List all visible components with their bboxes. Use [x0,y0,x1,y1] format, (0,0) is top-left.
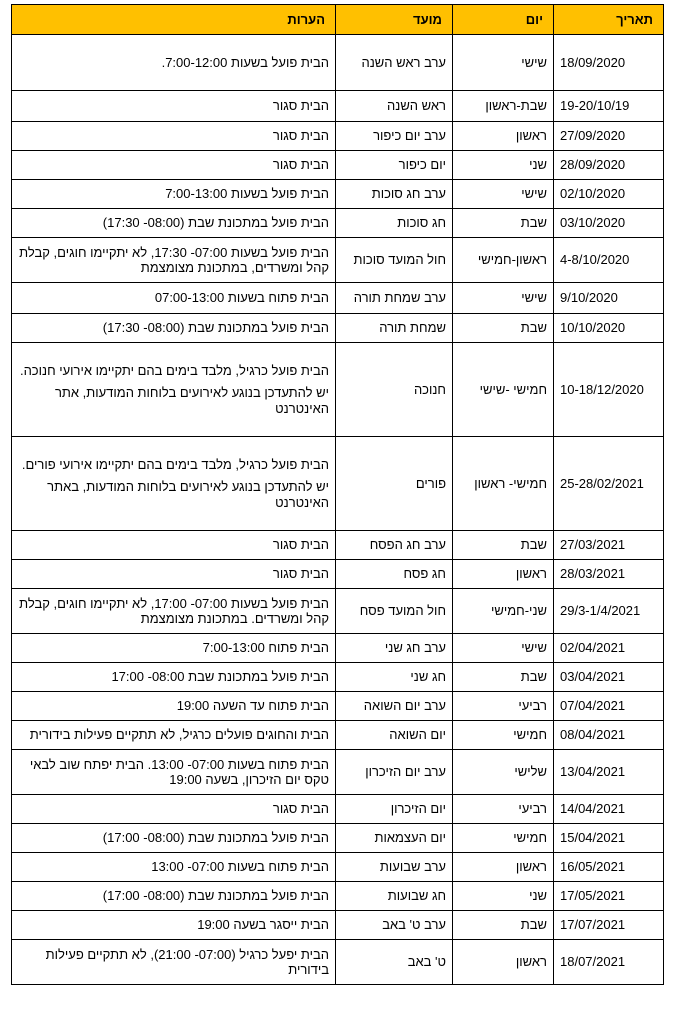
cell-notes [12,882,336,911]
table-row [12,238,664,283]
cell-notes [12,560,336,589]
cell-day: שישי [453,180,554,209]
note-paragraph: הבית פועל במתכונת שבת (08:00- 17:00) [102,830,329,846]
note-paragraph: הבית פועל במתכונת שבת (08:00- 17:30) [102,320,329,336]
cell-notes [12,795,336,824]
cell-holiday: ערב שבועות [336,853,453,882]
note-paragraph: הבית פועל כרגיל, מלבד בימים בהם יתקיימו אירועי חנוכה. [19,362,329,378]
note-paragraph: הבית סגור [272,537,329,553]
table-row [12,634,664,663]
note-paragraph: הבית ייסגר בשעה 19:00 [197,917,329,933]
cell-holiday: ערב חג סוכות [336,180,453,209]
cell-holiday: חג פסח [336,560,453,589]
cell-holiday: ערב חג הפסח [336,531,453,560]
cell-holiday: פורים [336,437,453,531]
cell-date: 02/04/2021 [554,634,664,663]
cell-date: 18/07/2021 [554,940,664,985]
cell-day: שני-חמישי [453,589,554,634]
table-row [12,824,664,853]
table-row [12,180,664,209]
header-day: יום [453,5,554,35]
note-paragraph: הבית פועל בשעות 7:00-13:00 [165,186,329,202]
cell-date: 10-18/12/2020 [554,343,664,437]
cell-holiday: ערב חג שני [336,634,453,663]
cell-day: חמישי- ראשון [453,437,554,531]
cell-day: שישי [453,35,554,91]
cell-day: שבת [453,209,554,238]
table-row [12,692,664,721]
cell-date: 07/04/2021 [554,692,664,721]
cell-day: רביעי [453,692,554,721]
cell-date: 02/10/2020 [554,180,664,209]
cell-notes [12,151,336,180]
cell-date: 25-28/02/2021 [554,437,664,531]
cell-day: ראשון [453,560,554,589]
cell-date: 03/10/2020 [554,209,664,238]
cell-day: ראשון [453,853,554,882]
note-paragraph: הבית יפעל כרגיל (07:00- 21:00), לא תתקיים פעילות בידורית [45,946,329,977]
cell-date: 28/03/2021 [554,560,664,589]
cell-notes [12,531,336,560]
cell-holiday: חנוכה [336,343,453,437]
cell-notes [12,343,336,437]
table-row [12,795,664,824]
cell-holiday: ערב יום השואה [336,692,453,721]
cell-date: 10/10/2020 [554,314,664,343]
cell-date: 15/04/2021 [554,824,664,853]
note-paragraph: הבית פתוח בשעות 07:00- 13:00. הבית יפתח שוב לבאי טקס יום הזיכרון, בשעה 19:00 [29,756,329,787]
cell-notes [12,238,336,283]
note-paragraph: הבית סגור [272,98,329,114]
cell-day: חמישי -שישי [453,343,554,437]
cell-notes [12,91,336,122]
table-row [12,853,664,882]
cell-day: שלישי [453,750,554,795]
cell-date: 08/04/2021 [554,721,664,750]
table-row [12,209,664,238]
schedule-table [11,4,664,985]
cell-day: ראשון-חמישי [453,238,554,283]
cell-holiday: יום הזיכרון [336,795,453,824]
cell-notes [12,35,336,91]
cell-date: 27/03/2021 [554,531,664,560]
table-row [12,663,664,692]
note-paragraph: יש להתעדכן בנוגע לאירועים בלוחות המודעות, באתר האינטרנט [47,479,329,510]
cell-day: חמישי [453,824,554,853]
cell-notes [12,911,336,940]
note-paragraph: יש להתעדכן בנוגע לאירועים בלוחות המודעות, אתר האינטרנט [54,385,329,416]
note-paragraph: הבית פועל כרגיל, מלבד בימים בהם יתקיימו אירועי פורים. [21,456,329,472]
cell-holiday: ערב ט' באב [336,911,453,940]
cell-notes [12,634,336,663]
cell-day: חמישי [453,721,554,750]
note-paragraph: הבית פועל במתכונת שבת (08:00- 17:00) [102,888,329,904]
cell-notes [12,589,336,634]
cell-day: שני [453,882,554,911]
cell-holiday: ראש השנה [336,91,453,122]
cell-day: שני [453,151,554,180]
note-paragraph: הבית פתוח 7:00-13:00 [202,640,329,656]
cell-date: 9/10/2020 [554,283,664,314]
note-paragraph: הבית פועל בשעות 7:00-12:00. [161,54,329,70]
table-row [12,882,664,911]
cell-holiday: יום כיפור [336,151,453,180]
cell-date: 14/04/2021 [554,795,664,824]
header-holiday: מועד [336,5,453,35]
table-row [12,531,664,560]
table-body [12,35,664,985]
cell-holiday: יום העצמאות [336,824,453,853]
cell-holiday: ערב יום הזיכרון [336,750,453,795]
cell-day: רביעי [453,795,554,824]
cell-notes [12,122,336,151]
cell-date: 4-8/10/2020 [554,238,664,283]
cell-notes [12,721,336,750]
cell-day: שישי [453,634,554,663]
note-paragraph: הבית סגור [272,566,329,582]
table-row [12,91,664,122]
cell-date: 27/09/2020 [554,122,664,151]
cell-notes [12,283,336,314]
cell-holiday: ערב ראש השנה [336,35,453,91]
cell-holiday: ט' באב [336,940,453,985]
cell-notes [12,750,336,795]
header-date: תאריך [554,5,664,35]
cell-holiday: חג שבועות [336,882,453,911]
cell-notes [12,940,336,985]
cell-day: שישי [453,283,554,314]
header-notes: הערות [12,5,336,35]
note-paragraph: הבית פועל בשעות 07:00- 17:00, לא יתקיימו חוגים, קבלת קהל ומשרדים. במתכונת מצומצמת [19,595,329,626]
table-row [12,560,664,589]
cell-notes [12,692,336,721]
header-row [12,5,664,35]
cell-notes [12,314,336,343]
cell-date: 03/04/2021 [554,663,664,692]
cell-date: 13/04/2021 [554,750,664,795]
table-row [12,151,664,180]
cell-date: 19-20/10/19 [554,91,664,122]
table-row [12,750,664,795]
cell-notes [12,824,336,853]
cell-holiday: שמחת תורה [336,314,453,343]
cell-day: שבת [453,314,554,343]
cell-date: 18/09/2020 [554,35,664,91]
cell-date: 17/05/2021 [554,882,664,911]
cell-holiday: חג שני [336,663,453,692]
cell-day: שבת [453,663,554,692]
table-row [12,589,664,634]
cell-notes [12,853,336,882]
table-row [12,314,664,343]
cell-notes [12,209,336,238]
cell-day: שבת-ראשון [453,91,554,122]
cell-day: שבת [453,911,554,940]
note-paragraph: הבית סגור [272,128,329,144]
cell-date: 16/05/2021 [554,853,664,882]
table-row [12,35,664,91]
table-row [12,911,664,940]
note-paragraph: הבית פתוח בשעות 07:00- 13:00 [151,859,329,875]
table-row [12,122,664,151]
note-paragraph: הבית סגור [272,801,329,817]
note-paragraph: הבית פועל בשעות 07:00- 17:30, לא יתקיימו חוגים, קבלת קהל ומשרדים, במתכונת מצומצמת [19,244,329,275]
cell-holiday: ערב שמחת תורה [336,283,453,314]
note-paragraph: הבית והחוגים פועלים כרגיל, לא תתקיים פעילות בידורית [29,727,329,743]
cell-date: 29/3-1/4/2021 [554,589,664,634]
note-paragraph: הבית פתוח בשעות 07:00-13:00 [154,290,329,306]
note-paragraph: הבית סגור [272,157,329,173]
cell-date: 17/07/2021 [554,911,664,940]
cell-holiday: יום השואה [336,721,453,750]
table-row [12,940,664,985]
cell-holiday: חול המועד סוכות [336,238,453,283]
table-row [12,283,664,314]
cell-holiday: ערב יום כיפור [336,122,453,151]
table-row [12,437,664,531]
cell-notes [12,180,336,209]
note-paragraph: הבית פתוח עד השעה 19:00 [176,698,329,714]
cell-day: שבת [453,531,554,560]
table-row [12,343,664,437]
cell-holiday: חול המועד פסח [336,589,453,634]
cell-date: 28/09/2020 [554,151,664,180]
note-paragraph: הבית פועל במתכונת שבת (08:00- 17:30) [102,215,329,231]
cell-notes [12,437,336,531]
cell-day: ראשון [453,940,554,985]
note-paragraph: הבית פועל במתכונת שבת 08:00- 17:00 [111,669,329,685]
table-row [12,721,664,750]
cell-day: ראשון [453,122,554,151]
cell-notes [12,663,336,692]
cell-holiday: חג סוכות [336,209,453,238]
